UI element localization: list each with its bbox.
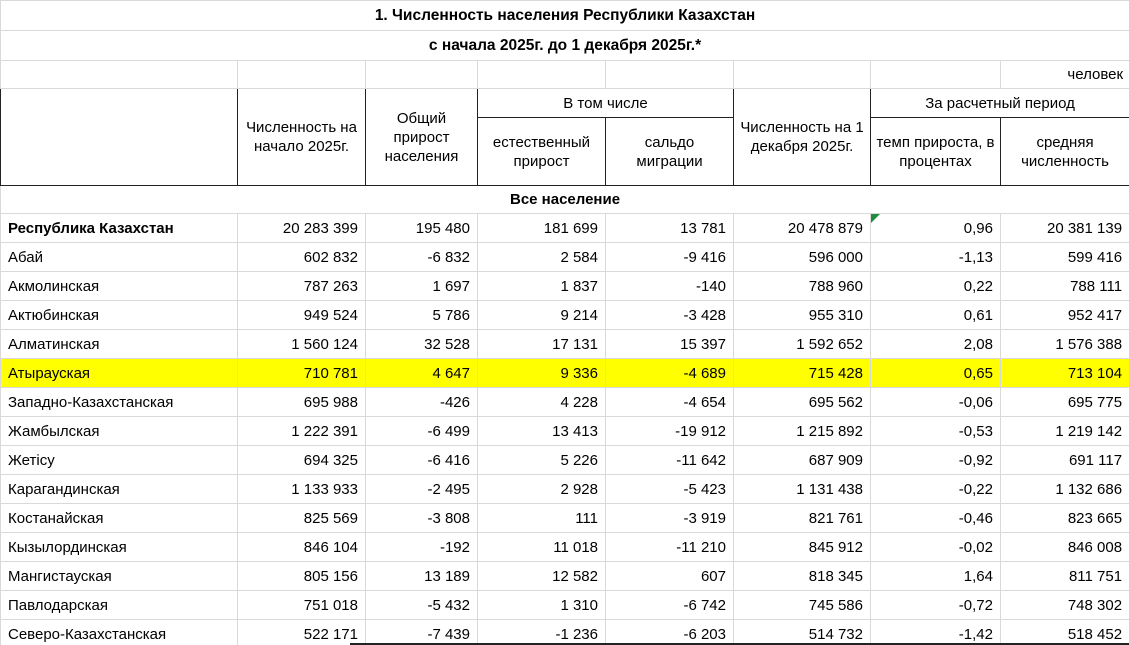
value-cell[interactable]: 695 775 xyxy=(1001,388,1129,417)
value-cell[interactable]: 518 452 xyxy=(1001,620,1129,645)
value-cell[interactable]: 846 008 xyxy=(1001,533,1129,562)
value-cell[interactable]: 955 310 xyxy=(734,301,871,330)
value-cell[interactable]: 691 117 xyxy=(1001,446,1129,475)
value-cell[interactable]: 20 381 139 xyxy=(1001,214,1129,243)
value-cell[interactable]: 710 781 xyxy=(238,359,366,388)
empty-cell[interactable] xyxy=(238,61,366,89)
table-row xyxy=(1,446,1129,475)
table-row xyxy=(1,330,1129,359)
value-cell[interactable]: 5 226 xyxy=(478,446,606,475)
value-cell[interactable]: 602 832 xyxy=(238,243,366,272)
value-cell[interactable]: 846 104 xyxy=(238,533,366,562)
header-population-start[interactable]: Численность на начало 2025г. xyxy=(238,89,366,186)
value-cell[interactable]: 1,64 xyxy=(871,562,1001,591)
value-cell[interactable]: 751 018 xyxy=(238,591,366,620)
value-cell[interactable]: -3 428 xyxy=(606,301,734,330)
value-cell[interactable]: 2,08 xyxy=(871,330,1001,359)
value-cell[interactable]: -140 xyxy=(606,272,734,301)
value-cell[interactable]: 9 214 xyxy=(478,301,606,330)
table-row xyxy=(1,272,1129,301)
table-row xyxy=(1,388,1129,417)
table-row xyxy=(1,533,1129,562)
value-cell[interactable]: 788 111 xyxy=(1001,272,1129,301)
value-cell[interactable]: 13 781 xyxy=(606,214,734,243)
table-row xyxy=(1,301,1129,330)
value-cell[interactable]: -1,13 xyxy=(871,243,1001,272)
value-cell[interactable]: -7 439 xyxy=(366,620,478,645)
table-row xyxy=(1,475,1129,504)
value-cell[interactable]: -11 642 xyxy=(606,446,734,475)
table-row xyxy=(1,620,1129,645)
value-cell[interactable]: -6 499 xyxy=(366,417,478,446)
value-cell[interactable]: 1 576 388 xyxy=(1001,330,1129,359)
region-cell[interactable]: Мангистауская xyxy=(1,562,238,591)
header-group-including[interactable]: В том числе xyxy=(478,89,734,118)
table-title[interactable]: 1. Численность населения Республики Казахстан xyxy=(1,1,1129,31)
section-label[interactable]: Все население xyxy=(1,186,1129,214)
region-cell[interactable]: Атырауская xyxy=(1,359,238,388)
value-cell[interactable]: 4 228 xyxy=(478,388,606,417)
value-cell[interactable]: -9 416 xyxy=(606,243,734,272)
value-cell[interactable]: -0,72 xyxy=(871,591,1001,620)
region-column-header[interactable] xyxy=(1,89,238,186)
value-cell[interactable]: 607 xyxy=(606,562,734,591)
value-cell[interactable]: 713 104 xyxy=(1001,359,1129,388)
value-cell[interactable]: 111 xyxy=(478,504,606,533)
value-cell[interactable]: 1 837 xyxy=(478,272,606,301)
value-cell[interactable]: 1 592 652 xyxy=(734,330,871,359)
value-cell[interactable]: 952 417 xyxy=(1001,301,1129,330)
value-cell[interactable]: 12 582 xyxy=(478,562,606,591)
value-cell[interactable]: 823 665 xyxy=(1001,504,1129,533)
table-row xyxy=(1,591,1129,620)
value-cell[interactable]: -0,46 xyxy=(871,504,1001,533)
value-cell[interactable]: 2 928 xyxy=(478,475,606,504)
header-natural-growth[interactable]: естественный прирост xyxy=(478,118,606,186)
value-cell[interactable]: 32 528 xyxy=(366,330,478,359)
value-cell[interactable]: -426 xyxy=(366,388,478,417)
value-cell[interactable]: -3 808 xyxy=(366,504,478,533)
region-cell[interactable]: Алматинская xyxy=(1,330,238,359)
value-cell[interactable]: 13 189 xyxy=(366,562,478,591)
region-cell[interactable]: Костанайская xyxy=(1,504,238,533)
value-cell[interactable]: 748 302 xyxy=(1001,591,1129,620)
value-cell[interactable]: -19 912 xyxy=(606,417,734,446)
value-cell[interactable]: 514 732 xyxy=(734,620,871,645)
value-cell[interactable]: 0,96 xyxy=(871,214,1001,243)
empty-cell[interactable] xyxy=(478,61,606,89)
value-cell[interactable]: 522 171 xyxy=(238,620,366,645)
value-cell[interactable]: 1 219 142 xyxy=(1001,417,1129,446)
value-cell[interactable]: 1 132 686 xyxy=(1001,475,1129,504)
value-cell[interactable]: -6 832 xyxy=(366,243,478,272)
header-migration-balance[interactable]: сальдо миграции xyxy=(606,118,734,186)
value-cell[interactable]: 15 397 xyxy=(606,330,734,359)
value-cell[interactable]: 17 131 xyxy=(478,330,606,359)
region-cell[interactable]: Павлодарская xyxy=(1,591,238,620)
value-cell[interactable]: -0,92 xyxy=(871,446,1001,475)
empty-cell[interactable] xyxy=(734,61,871,89)
value-cell[interactable]: -6 416 xyxy=(366,446,478,475)
value-cell[interactable]: -4 654 xyxy=(606,388,734,417)
table-row xyxy=(1,417,1129,446)
value-cell[interactable]: 11 018 xyxy=(478,533,606,562)
value-cell[interactable]: 1 215 892 xyxy=(734,417,871,446)
value-cell[interactable]: 0,61 xyxy=(871,301,1001,330)
table-row xyxy=(1,214,1129,243)
value-cell[interactable]: -1,42 xyxy=(871,620,1001,645)
note-triangle-icon xyxy=(871,214,880,223)
value-cell[interactable]: -3 919 xyxy=(606,504,734,533)
empty-cell[interactable] xyxy=(606,61,734,89)
header-population-dec1[interactable]: Численность на 1 декабря 2025г. xyxy=(734,89,871,186)
value-cell[interactable]: 20 283 399 xyxy=(238,214,366,243)
region-cell[interactable]: Абай xyxy=(1,243,238,272)
value-cell[interactable]: 715 428 xyxy=(734,359,871,388)
table-row xyxy=(1,243,1129,272)
value-cell[interactable]: 1 310 xyxy=(478,591,606,620)
empty-cell[interactable] xyxy=(366,61,478,89)
value-cell[interactable]: 695 988 xyxy=(238,388,366,417)
value-cell[interactable]: 811 751 xyxy=(1001,562,1129,591)
value-cell[interactable]: 821 761 xyxy=(734,504,871,533)
value-cell[interactable]: 845 912 xyxy=(734,533,871,562)
region-cell[interactable]: Акмолинская xyxy=(1,272,238,301)
region-cell[interactable]: Северо-Казахстанская xyxy=(1,620,238,645)
value-cell[interactable]: 1 697 xyxy=(366,272,478,301)
value-cell[interactable]: 1 560 124 xyxy=(238,330,366,359)
population-table-body xyxy=(1,214,1129,645)
value-cell[interactable]: 788 960 xyxy=(734,272,871,301)
region-cell[interactable]: Западно-Казахстанская xyxy=(1,388,238,417)
value-cell[interactable]: -0,22 xyxy=(871,475,1001,504)
value-cell[interactable]: -5 423 xyxy=(606,475,734,504)
empty-cell[interactable] xyxy=(1,61,238,89)
value-cell[interactable]: -6 203 xyxy=(606,620,734,645)
value-cell[interactable]: 195 480 xyxy=(366,214,478,243)
header-group-period[interactable]: За расчетный период xyxy=(871,89,1129,118)
region-cell[interactable]: Кызылординская xyxy=(1,533,238,562)
table-row xyxy=(1,562,1129,591)
value-cell[interactable]: 0,65 xyxy=(871,359,1001,388)
value-cell[interactable]: 4 647 xyxy=(366,359,478,388)
value-cell[interactable]: -0,02 xyxy=(871,533,1001,562)
value-cell[interactable]: 687 909 xyxy=(734,446,871,475)
value-cell[interactable]: 825 569 xyxy=(238,504,366,533)
value-cell[interactable]: -6 742 xyxy=(606,591,734,620)
value-cell[interactable]: 694 325 xyxy=(238,446,366,475)
value-cell[interactable]: 2 584 xyxy=(478,243,606,272)
value-cell[interactable]: -11 210 xyxy=(606,533,734,562)
value-cell[interactable]: 1 222 391 xyxy=(238,417,366,446)
value-cell[interactable]: 0,22 xyxy=(871,272,1001,301)
value-cell[interactable]: 181 699 xyxy=(478,214,606,243)
value-cell[interactable]: -192 xyxy=(366,533,478,562)
value-cell[interactable]: 596 000 xyxy=(734,243,871,272)
units-label[interactable]: человек xyxy=(1001,61,1129,89)
value-cell[interactable]: 787 263 xyxy=(238,272,366,301)
value-cell[interactable]: 949 524 xyxy=(238,301,366,330)
value-cell[interactable]: -1 236 xyxy=(478,620,606,645)
header-total-growth[interactable]: Общий прирост населения xyxy=(366,89,478,186)
table-subtitle[interactable]: с начала 2025г. до 1 декабря 2025г.* xyxy=(1,31,1129,61)
value-cell[interactable]: 1 131 438 xyxy=(734,475,871,504)
empty-cell[interactable] xyxy=(871,61,1001,89)
value-cell[interactable]: 20 478 879 xyxy=(734,214,871,243)
region-cell[interactable]: Актюбинская xyxy=(1,301,238,330)
value-cell[interactable]: 599 416 xyxy=(1001,243,1129,272)
value-cell[interactable]: 13 413 xyxy=(478,417,606,446)
value-cell[interactable]: -2 495 xyxy=(366,475,478,504)
value-cell[interactable]: 9 336 xyxy=(478,359,606,388)
region-cell[interactable]: Карагандинская xyxy=(1,475,238,504)
region-cell[interactable]: Республика Казахстан xyxy=(1,214,238,243)
value-cell[interactable]: -0,53 xyxy=(871,417,1001,446)
value-cell[interactable]: 5 786 xyxy=(366,301,478,330)
value-cell[interactable]: -0,06 xyxy=(871,388,1001,417)
value-cell[interactable]: 1 133 933 xyxy=(238,475,366,504)
value-cell[interactable]: 805 156 xyxy=(238,562,366,591)
value-cell[interactable]: 695 562 xyxy=(734,388,871,417)
region-cell[interactable]: Жамбылская xyxy=(1,417,238,446)
table-row xyxy=(1,359,1129,388)
region-cell[interactable]: Жетісу xyxy=(1,446,238,475)
header-growth-rate[interactable]: темп прироста, в процентах xyxy=(871,118,1001,186)
value-cell[interactable]: -5 432 xyxy=(366,591,478,620)
header-average-population[interactable]: средняя численность xyxy=(1001,118,1129,186)
value-cell[interactable]: -4 689 xyxy=(606,359,734,388)
table-row xyxy=(1,504,1129,533)
value-cell[interactable]: 818 345 xyxy=(734,562,871,591)
value-cell[interactable]: 745 586 xyxy=(734,591,871,620)
